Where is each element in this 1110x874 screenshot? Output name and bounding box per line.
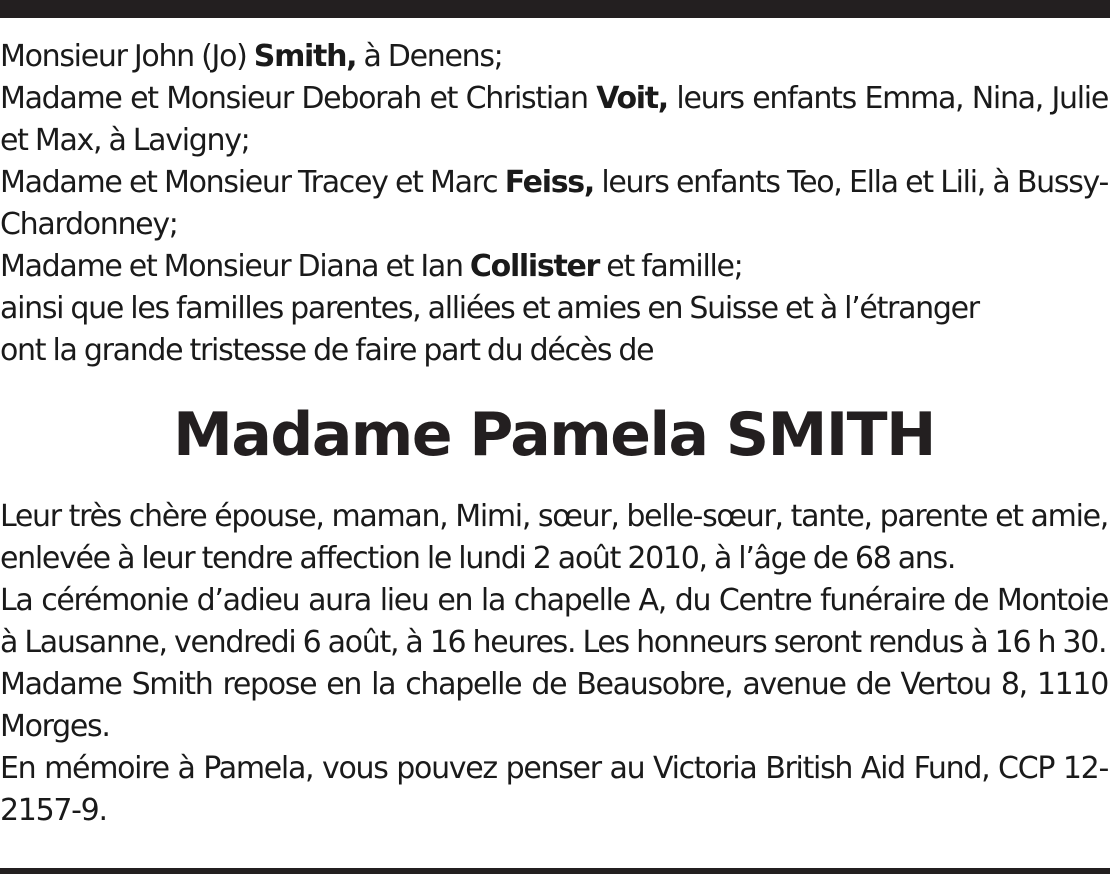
- mourner-suffix: à Denens;: [356, 39, 503, 74]
- mourner-line: [0, 36, 1108, 78]
- body-paragraph: Madame Smith repose en la chapelle de Beausobre, avenue de Vertou 8, 1110 Morges.: [0, 667, 1108, 744]
- mourner-prefix: Monsieur John (Jo): [0, 39, 254, 74]
- body-paragraph: Leur très chère épouse, maman, Mimi, sœur, belle-sœur, tante, parente et amie, enlevée à leur tendre affection le lundi 2 août 2010, à l’âge de 68 ans.: [0, 499, 1108, 576]
- body-paragraph: En mémoire à Pamela, vous pouvez penser au Victoria British Aid Fund, CCP 12-2157-9.: [0, 751, 1108, 828]
- mourner-surname: Feiss,: [504, 165, 594, 200]
- bottom-rule: [0, 868, 1110, 874]
- announcement-line: ont la grande tristesse de faire part du décès de: [0, 333, 654, 368]
- mourner-suffix: et famille;: [599, 249, 743, 284]
- obituary-notice: [0, 36, 1108, 832]
- mourner-prefix: Madame et Monsieur Diana et Ian: [0, 249, 470, 284]
- mourner-surname: Voit,: [596, 81, 668, 116]
- top-rule: [0, 0, 1110, 18]
- mourner-line: [0, 246, 1108, 288]
- mourner-prefix: Madame et Monsieur Tracey et Marc: [0, 165, 505, 200]
- mourner-line: [0, 78, 1108, 162]
- families-line: ainsi que les familles parentes, alliées et amies en Suisse et à l’étranger: [0, 291, 979, 326]
- mourner-surname: Collister: [469, 249, 600, 284]
- mourner-suffix: leurs enfants Emma, Nina, Julie et Max, à Lavigny;: [0, 81, 1108, 158]
- mourner-suffix: leurs enfants Teo, Ella et Lili, à Bussy-Chardonney;: [0, 165, 1108, 242]
- mourner-prefix: Madame et Monsieur Deborah et Christian: [0, 81, 597, 116]
- mourner-surname: Smith,: [253, 39, 357, 74]
- deceased-name: Madame Pamela SMITH: [173, 400, 935, 470]
- mourner-line: [0, 162, 1108, 246]
- body-paragraph: La cérémonie d’adieu aura lieu en la chapelle A, du Centre funéraire de Montoie à Lausanne, vendredi 6 août, à 16 heures. Les honneurs seront rendus à 16 h 30.: [0, 583, 1108, 660]
